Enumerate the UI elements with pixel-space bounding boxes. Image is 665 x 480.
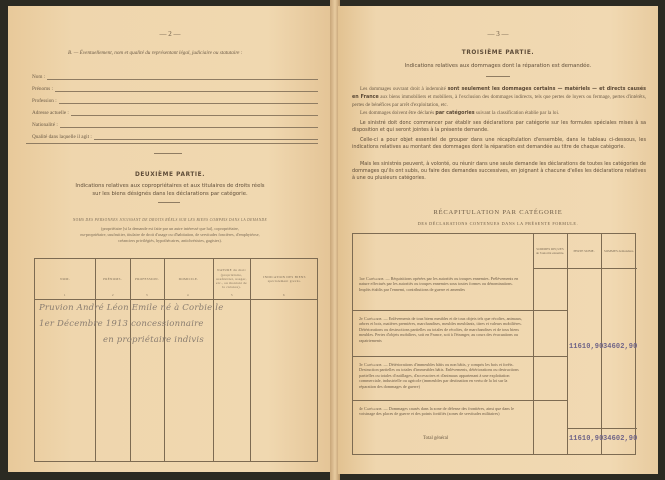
- category-description: — Détériorations d'immeubles bâtis ou non bâtis, y compris les bois et forêts. Destruction partielles ou totales d'immeubles bâtis. Enlèvements, détériorations ou destructions partielles ou totales d'outillages, d'accessoires et d'animaux appartenant à une exploitation commerciale, industrielle ou agricole (immeubles par destination en vertu de la loi sur la réparation des dommages de guerre): [359, 362, 519, 389]
- category-3: [359, 362, 525, 389]
- row-separator: [353, 400, 567, 401]
- category-label: 1re Catégorie.: [359, 276, 385, 281]
- col-header-loss: PERTE SUBIE.: [573, 248, 595, 253]
- field-label: Profession :: [32, 98, 57, 104]
- category-label: 4e Catégorie.: [359, 406, 383, 411]
- field-line[interactable]: [94, 133, 318, 140]
- category-description: — Enlèvements de tous biens meubles et de tous objets tels que récoltes, animaux, arbres et bois, matières premières, marchandises, meubles meublants, titres et valeurs mobilières. Détériorations ou destructions partielles ou totales de récoltes, de marchandises et de tous biens meubles. Pertes d'objets mobiliers, soit en France, soit à l'étranger, au cours des évacuations ou rapatriements: [359, 316, 523, 343]
- divider: [158, 202, 180, 203]
- total-separator: [567, 428, 637, 429]
- col-header-nom: NOM.: [60, 276, 70, 281]
- page-number: — 2 —: [159, 30, 181, 38]
- para-text: aux biens immobiliers et mobiliers, à l'exclusion des dommages indirects, tels que pertes de loyers ou fermage, pertes d'intérêts, pertes de bénéfices par arrêt d'exploitation, etc.: [352, 93, 646, 108]
- part-two-title: DEUXIÈME PARTIE.: [134, 172, 206, 178]
- paragraph-2: [352, 110, 646, 118]
- col-header-requested: SOMMES demandées.: [603, 248, 635, 253]
- paragraph-1: [352, 86, 646, 109]
- col-num: 6: [283, 293, 285, 297]
- field-nom[interactable]: [32, 70, 318, 80]
- field-label: Qualité dans laquelle il agit :: [32, 134, 92, 140]
- category-1: [359, 276, 525, 292]
- page-number: — 3 —: [487, 30, 509, 38]
- col-header-nature: NATURE du droit (propriétaire, usufruitier, usager, etc., ou montant de la créance).: [216, 268, 247, 290]
- paragraph-4: Celle-ci a pour objet essentiel de grouper dans une récapitulation d'ensemble, dans le tableau ci-dessous, les indications relatives au montant des dommages dont la réparation est demandée au titre de chaque catégorie.: [352, 137, 646, 150]
- col-num: 3: [146, 293, 148, 297]
- recap-title: RÉCAPITULATION PAR CATÉGORIE: [433, 209, 563, 216]
- para-text: Les dommages doivent être déclarés: [360, 110, 436, 116]
- coproprietaires-table: [34, 258, 318, 462]
- handwritten-entry-1: Pruvion André Léon Emile né à Corbie le: [39, 303, 224, 313]
- col-num: 1: [64, 293, 66, 297]
- category-label: 2e Catégorie.: [359, 316, 383, 321]
- part-two-subtitle-2: sur les biens désignés dans les déclarations par catégorie.: [92, 191, 248, 197]
- para-text: suivant la classification établie par la loi.: [474, 110, 560, 116]
- field-prenoms[interactable]: [32, 82, 318, 92]
- field-line[interactable]: [55, 85, 318, 92]
- col-header-biens: INDICATION DES BIENS spécialement grevés.: [263, 274, 306, 283]
- page-3: [338, 6, 658, 474]
- header-separator: [533, 268, 637, 269]
- para-bold: sont seulement les dommages certains — matériels — et directs causés en France: [352, 87, 646, 100]
- category-description: — Réquisitions opérées par les autorités ou troupes ennemies. Prélèvements en nature effectués par les autorités ou troupes ennemies sous toutes formes ou dénominations. Impôts établis par l'ennemi, contributions de guerre et amendes: [359, 276, 519, 292]
- field-line[interactable]: [59, 97, 318, 104]
- extra-line: [26, 143, 318, 144]
- category-label: 3e Catégorie.: [359, 362, 383, 367]
- col-header-profession: PROFESSION.: [135, 276, 159, 281]
- field-profession[interactable]: [32, 94, 318, 104]
- paragraph-5: Mais les sinistrés peuvent, à volonté, ou réunir dans une seule demande les déclarations de toutes les catégories de dommages qu'ils ont subis, ou faire des demandes successives, en joignant à chacune d'elles les déclarations relatives à une ou plusieurs catégories.: [352, 161, 646, 181]
- part-three-title: TROISIÈME PARTIE.: [461, 50, 535, 56]
- header-separator: [35, 299, 317, 300]
- paragraph-3: Le sinistré doit donc commencer par établir ses déclarations par catégorie sur les formules spéciales mises à sa disposition et qui seront jointes à la présente demande.: [352, 120, 646, 133]
- note-line-1: (propriétaire [si la demande est faite par un autre intéressé que lui], copropriétaire,: [101, 226, 239, 231]
- total-loss: 11610,90: [569, 435, 604, 443]
- divider: [486, 76, 510, 77]
- field-adresse[interactable]: [32, 106, 318, 116]
- category-2: [359, 316, 525, 343]
- category-2-requested: 34602,90: [603, 343, 638, 351]
- total-requested: 34602,90: [603, 435, 638, 443]
- field-label: Adresse actuelle :: [32, 110, 69, 116]
- field-line[interactable]: [60, 121, 318, 128]
- note-line-2: nu-propriétaire, usufruitier, titulaire de droit d'usage ou d'habitation, de servitudes foncières, d'emphytéose,: [80, 232, 260, 237]
- field-label: Prénoms :: [32, 86, 53, 92]
- category-2-loss: 11610,90: [569, 343, 604, 351]
- handwritten-entry-2: 1er Décembre 1913 concessionnaire: [39, 319, 204, 329]
- col-header-prenoms: PRÉNOMS.: [103, 276, 122, 281]
- para-bold: par catégories: [435, 111, 475, 116]
- recap-subtitle: DES DÉCLARATIONS CONTENUES DANS LA PRÉSENTE FORMULE.: [417, 221, 579, 226]
- category-description: — Dommages causés dans la zone de défense des frontières, ainsi que dans le voisinage des places de guerre et des points fortifiés (zones de servitudes militaires): [359, 406, 514, 417]
- field-nationalite[interactable]: [32, 118, 318, 128]
- field-line[interactable]: [47, 73, 318, 80]
- section-b-title: B. — Éventuellement, nom et qualité du représentant légal, judiciaire ou statutaire :: [68, 50, 243, 56]
- col-num: 2: [112, 293, 114, 297]
- col-header-domicile: DOMICILE.: [178, 276, 199, 281]
- col-header-received: SOMMES REÇUES de l'autorité ennemie.: [535, 246, 565, 255]
- part-two-subtitle-1: Indications relatives aux copropriétaires et aux titulaires de droits réels: [75, 183, 265, 189]
- category-4: [359, 406, 525, 417]
- row-separator: [353, 356, 567, 357]
- note-line-3: créanciers privilégiés, hypothécaires, antichrésistes, gagistes).: [118, 238, 222, 243]
- part-three-subtitle: Indications relatives aux dommages dont la réparation est demandée.: [404, 63, 592, 69]
- field-label: Nom :: [32, 74, 46, 80]
- col-num: 4: [187, 293, 189, 297]
- total-label: Total général: [423, 436, 449, 441]
- field-label: Nationalité :: [32, 122, 58, 128]
- divider: [154, 153, 182, 154]
- recap-table: [352, 233, 636, 455]
- page-2: [8, 6, 332, 472]
- row-separator: [353, 310, 567, 311]
- note-heading: NOMS DES PERSONNES JOUISSANT DE DROITS RÉELS SUR LES BIENS COMPRIS DANS LA DEMANDE: [72, 218, 268, 222]
- field-qualite[interactable]: [32, 130, 318, 140]
- col-num: 5: [231, 293, 233, 297]
- handwritten-entry-3: en propriétaire indivis: [103, 335, 204, 345]
- para-text: Les dommages ouvrant droit à indemnité: [360, 86, 448, 92]
- field-line[interactable]: [71, 109, 318, 116]
